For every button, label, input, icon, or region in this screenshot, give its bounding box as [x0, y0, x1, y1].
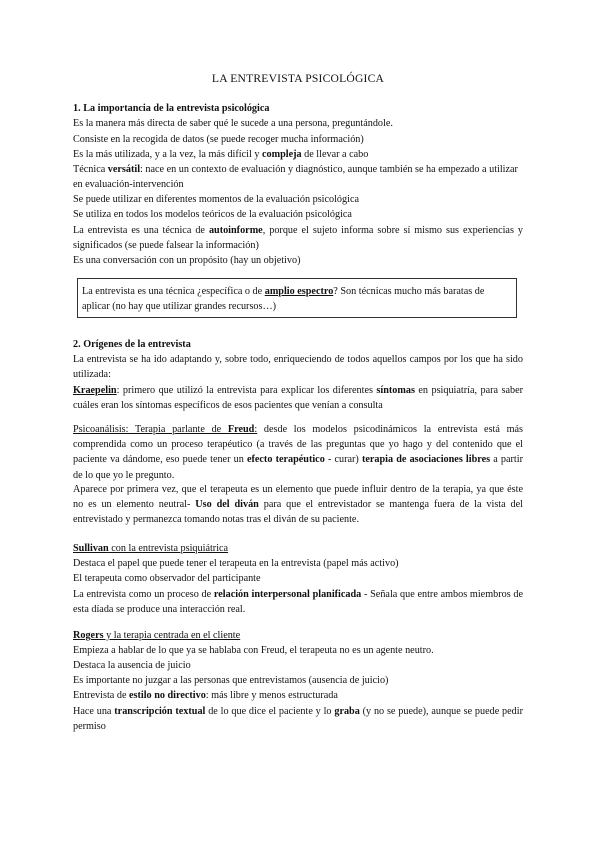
- text: La entrevista es una técnica de: [73, 225, 209, 236]
- paragraph: Consiste en la recogida de datos (se puede recoger mucha información): [73, 134, 364, 145]
- text: Entrevista de: [73, 690, 130, 701]
- paragraph: Se utiliza en todos los modelos teóricos de la evaluación psicológica: [73, 209, 352, 220]
- bold-term: Freud: [227, 424, 255, 435]
- paragraph: [73, 482, 523, 528]
- paragraph: [73, 383, 523, 413]
- text: Psicoanálisis: Terapia parlante de: [73, 424, 228, 435]
- bold-term: relación interpersonal planificada: [213, 589, 362, 600]
- paragraph: Es una conversación con un propósito (hay un objetivo): [73, 255, 301, 266]
- section-2-heading: [73, 337, 523, 352]
- text: : más libre y menos estructurada: [205, 690, 338, 701]
- paragraph: [73, 587, 523, 617]
- text: La entrevista como un proceso de: [73, 589, 214, 600]
- text: en psiquiatría, para saber cuáles eran los síntomas específicos de esos pacientes que venían a consulta: [73, 385, 523, 412]
- paragraph: Se puede utilizar en diferentes momentos de la evaluación psicológica: [73, 194, 359, 205]
- bold-term: síntomas: [376, 385, 415, 396]
- bold-term: compleja: [261, 149, 302, 160]
- text: de lo que dice el paciente y lo: [205, 706, 335, 717]
- bold-term: Uso del diván: [195, 499, 259, 511]
- bold-term: transcripción textual: [114, 706, 206, 717]
- paragraph: [73, 223, 523, 253]
- text: :: [254, 424, 258, 435]
- paragraph: [73, 147, 523, 162]
- note-box: [77, 278, 517, 318]
- text: Aparece por primera vez, que el terapeuta es un elemento que puede influir dentro de la terapia, ya que éste no es un elemento neutral-: [73, 484, 523, 511]
- bold-term: terapia de asociaciones libres: [361, 454, 491, 466]
- paragraph: [73, 688, 523, 703]
- section-1-heading: [73, 101, 523, 116]
- text: Técnica: [73, 164, 108, 175]
- text: - Señala que entre ambos miembros de esta díada se produce una interacción real.: [73, 589, 524, 616]
- paragraph: [73, 704, 523, 734]
- text: La entrevista es una técnica ¿específica o de: [82, 286, 265, 297]
- heading-text: 2. Orígenes de la entrevista: [73, 339, 191, 350]
- paragraph: Es la manera más directa de saber qué le sucede a una persona, preguntándole.: [73, 118, 393, 129]
- bold-term: versátil: [107, 164, 141, 175]
- paragraph: Destaca el papel que puede tener el terapeuta en la entrevista (papel más activo): [73, 558, 399, 569]
- bold-term: estilo no directivo: [129, 690, 206, 701]
- text: : nace en un contexto de evaluación y diagnóstico, aunque también se ha empezado a utilizar en evaluación-intervención: [73, 164, 518, 191]
- bold-term: autoinforme: [208, 225, 263, 236]
- text: para que el entrevistador se mantenga fuera de la vista del entrevistado y permanezca tomando notas tras el diván de su paciente.: [73, 499, 523, 526]
- text: (y no se puede), aunque se puede pedir permiso: [73, 706, 523, 733]
- text: Es la más utilizada, y a la vez, la más difícil y: [73, 149, 262, 160]
- bold-term: Kraepelin: [73, 385, 117, 396]
- text: - curar): [324, 454, 362, 466]
- text: Hace una: [73, 706, 115, 717]
- paragraph: [73, 422, 523, 483]
- bold-term: graba: [334, 706, 360, 717]
- paragraph: El terapeuta como observador del participante: [73, 573, 261, 584]
- heading-text: 1. La importancia de la entrevista psicológica: [73, 103, 270, 114]
- bold-term: Rogers: [73, 630, 104, 641]
- text: con la entrevista psiquiátrica: [108, 543, 229, 554]
- text: de llevar a cabo: [301, 149, 369, 160]
- paragraph: Empieza a hablar de lo que ya se hablaba con Freud, el terapeuta no es un agente neutro.: [73, 645, 434, 656]
- text: ? Son técnicas mucho más baratas de aplicar (no hay que utilizar grandes recursos…): [82, 286, 485, 313]
- subheading: [73, 628, 523, 643]
- subheading: [73, 541, 523, 556]
- paragraph: Destaca la ausencia de juicio: [73, 660, 191, 671]
- text: : primero que utilizó la entrevista para explicar los diferentes: [116, 385, 377, 396]
- paragraph: [73, 162, 523, 192]
- bold-term: efecto terapéutico: [246, 454, 325, 466]
- paragraph: La entrevista se ha ido adaptando y, sobre todo, enriqueciendo de todos aquellos campos por los que ha sido utilizada:: [73, 354, 523, 381]
- bold-term: amplio espectro: [264, 286, 334, 297]
- page-title: LA ENTREVISTA PSICOLÓGICA: [211, 72, 385, 85]
- text: y la terapia centrada en el cliente: [103, 630, 241, 641]
- text: a partir de lo que yo le pregunto.: [73, 454, 523, 481]
- text: desde los modelos psicodinámicos la entrevista está más comprendida como un proceso terapéutico (a través de las preguntas que yo hago y del contenido que el paciente va dándome, eso puede tener un: [73, 424, 523, 466]
- text: , porque el sujeto informa sobre sí mismo sus experiencias y significados (se puede falsear la información): [73, 225, 523, 252]
- paragraph: Es importante no juzgar a las personas que entrevistamos (ausencia de juicio): [73, 675, 389, 686]
- bold-term: Sullivan: [73, 543, 109, 554]
